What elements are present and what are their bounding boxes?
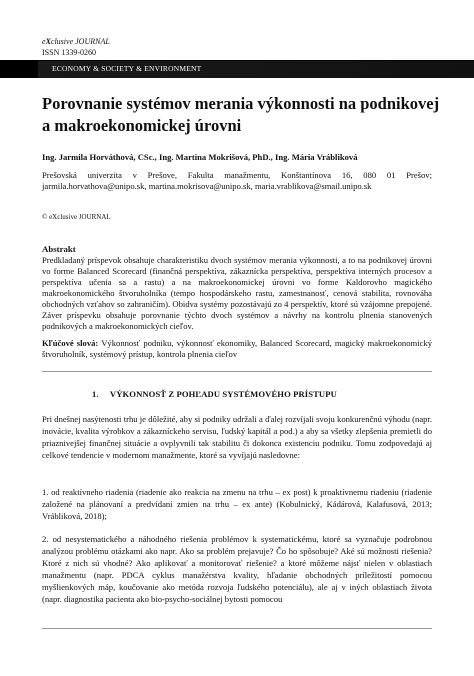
divider-bottom bbox=[42, 628, 432, 629]
divider-top bbox=[42, 371, 432, 372]
authors: Ing. Jarmila Horváthová, CSc., Ing. Martina Mokrišová, PhD., Ing. Mária Vrábliková bbox=[42, 152, 358, 162]
journal-header bbox=[42, 37, 110, 58]
section-bar bbox=[0, 60, 474, 78]
keywords-text: Výkonnosť podniku, výkonnosť ekonomiky, Balanced Scorecard, magický makroekonomický štvoruholník, systémový prístup, kontrola plnenia cieľov bbox=[42, 338, 432, 359]
abstract-text: Predkladaný príspevok obsahuje charakteristiku dvoch systémov merania výkonnosti, a to na podnikovej úrovni vo forme Balanced Scorecard (finančná perspektíva, zákaznícka perspektíva, perspektíva interných procesov a perspektíva učenia sa a rastu) a na makroekonomickej úrovni vo forme Kaldorovho magického makroekonomického štvoruholníka (tempo hospodárskeho rastu, zamestnanosť, cenová stabilita, rovnováha obchodných vzťahov so zahraničím). Obidva systémy pozostávajú zo 4 perspektív, ktoré sú vzájomne prepojené. Záver príspevku obsahuje porovnanie týchto dvoch systémov a návrhy na kontrolu plnenia stanovených podnikových a makroekonomických cieľov. bbox=[42, 255, 432, 331]
keywords-label: Kľúčové slová: bbox=[42, 338, 99, 348]
paragraph: 1. od reaktívneho riadenia (riadenie ako reakcia na zmenu na trhu – ex post) k proaktívnemu riadeniu (riadenie založené na plánovaní a predvídaní zmien na trhu – ex ante) (Kobulnický, Kádárová, Kalafusová, 2013; Vrábliková, 2018); bbox=[42, 487, 432, 521]
section-bar-label: ECONOMY & SOCIETY & ENVIRONMENT bbox=[52, 64, 202, 73]
abstract-heading: Abstrakt bbox=[42, 244, 76, 254]
article-title: Porovnanie systémov merania výkonnosti na podnikovej a makroekonomickej úrovni bbox=[42, 94, 440, 135]
paragraph: 2. od nesystematického a náhodného riešenia problémov k systematickému, ktoré sa vyznačuje podrobnou analýzou problému otázkami ako napr. Ako sa problém prejavuje? Čo ho spôsobuje? Aké sú možnosti riešenia? Ktoré z nich sú vhodné? Ako aplikovať a monitorovať riešenie? a ktoré môžeme nájsť nielen v oblastiach manažmentu (napr. PDCA cyklus manažérstva kvality, hľadanie obchodných príležitostí pomocou myšlienkových máp, koučovanie ako metóda rozvoja ľudského potenciálu), ale aj v iných oblastiach života (napr. diagnostika pacienta ako bio-psycho-sociálnej bytosti pomocou bbox=[42, 534, 432, 604]
journal-brand: eXclusive JOURNAL bbox=[42, 37, 110, 46]
affiliation: Prešovská univerzita v Prešove, Fakulta manažmentu, Konštantínova 16, 080 01 Prešov; jarmila.horvathova@unipo.sk, martina.mokrisova@unipo.sk, maria.vrablikova@smail.unipo.sk bbox=[42, 170, 432, 191]
keywords bbox=[42, 338, 432, 360]
issn: ISSN 1339-0260 bbox=[42, 48, 97, 57]
copyright: © eXclusive JOURNAL bbox=[42, 213, 111, 221]
paragraph: Pri dnešnej nasýtenosti trhu je dôležité, aby si podniky udržali a ďalej rozvíjali svoju konkurenčnú výhodu (napr. inovácie, kvalita výrobkov a zákazníckeho servisu, ľudský kapitál a pod.) a aby sa všetky zlepšenia premietli do priaznivejšej finančnej situácie a ovplyvnili tak stabilitu či dokonca existenciu podniku. Tomu zodpovedajú aj celkové tendencie v modernom manažmente, ktoré sa vyvíjajú nasledovne: bbox=[42, 414, 432, 460]
section-heading: 1. VÝKONNOSŤ Z POHĽADU SYSTÉMOVÉHO PRÍSTUPU bbox=[92, 389, 337, 399]
